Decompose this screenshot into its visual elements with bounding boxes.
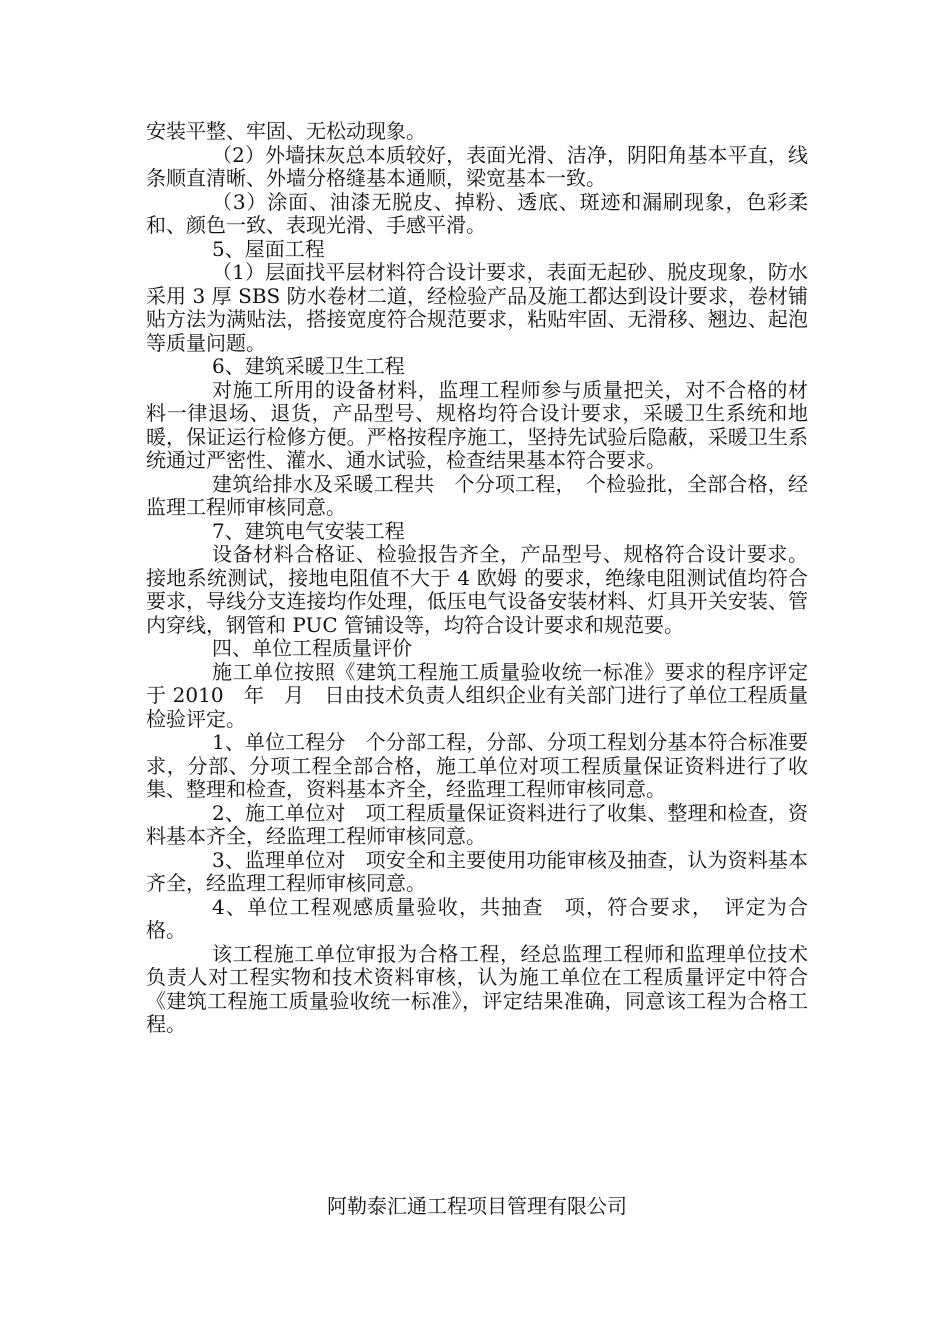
paragraph: 5、屋面工程 [212, 236, 325, 261]
paragraph: 施工单位按照《建筑工程施工质量验收统一标准》要求的程序评定于 2010 年 月 日由技术负责人组织企业有关部门进行了单位工程质量检验评定。 [146, 659, 808, 731]
paragraph: 3、监理单位对 项安全和主要使用功能审核及抽查，认为资料基本齐全，经监理工程师审核同意。 [146, 847, 808, 895]
paragraph: 7、建筑电气安装工程 [212, 518, 405, 543]
paragraph: 对施工所用的设备材料，监理工程师参与质量把关，对不合格的材料一律退场、退货，产品型号、规格均符合设计要求，采暖卫生系统和地暖，保证运行检修方便。严格按程序施工，坚持先试验后隐蔽，采暖卫生系统通过严密性、灌水、通水试验，检查结果基本符合要求。 [146, 377, 808, 472]
paragraph: （2）外墙抹灰总本质较好，表面光滑、洁净，阴阳角基本平直，线条顺直清晰、外墙分格缝基本通顺，梁宽基本一致。 [146, 142, 808, 190]
paragraph: （3）涂面、油漆无脱皮、掉粉、透底、斑迹和漏刷现象，色彩柔和、颜色一致、表现光滑、手感平滑。 [146, 189, 808, 237]
paragraph: 6、建筑采暖卫生工程 [212, 354, 405, 378]
paragraph: 4、单位工程观感质量验收，共抽查 项，符合要求， 评定为合格。 [146, 894, 808, 942]
paragraph: 2、施工单位对 项工程质量保证资料进行了收集、整理和检查，资料基本齐全，经监理工程师审核同意。 [146, 800, 808, 848]
paragraph: 该工程施工单位审报为合格工程，经总监理工程师和监理单位技术负责人对工程实物和技术资料审核，认为施工单位在工程质量评定中符合《建筑工程施工质量验收统一标准》，评定结果准确，同意该工程为合格工程。 [146, 941, 808, 1036]
paragraph: 建筑给排水及采暖工程共 个分项工程， 个检验批，全部合格，经监理工程师审核同意。 [146, 471, 808, 519]
paragraph: 安装平整、牢固、无松动现象。 [146, 119, 426, 143]
paragraph: （1）层面找平层材料符合设计要求，表面无起砂、脱皮现象，防水采用 3 厚 SBS 防水卷材二道，经检验产品及施工都达到设计要求，卷材铺贴方法为满贴法，搭接宽度符合规范要求，粘贴牢固、无滑移、翘边、起泡等质量问题。 [146, 260, 808, 355]
paragraph: 四、单位工程质量评价 [212, 636, 412, 660]
document-body [146, 120, 808, 1037]
paragraph: 1、单位工程分 个分部工程，分部、分项工程划分基本符合标准要求，分部、分项工程全部合格，施工单位对项工程质量保证资料进行了收集、整理和检查，资料基本齐全，经监理工程师审核同意。 [146, 730, 808, 801]
paragraph: 设备材料合格证、检验报告齐全，产品型号、规格符合设计要求。接地系统测试，接地电阻值不大于 4 欧姆 的要求，绝缘电阻测试值均符合要求，导线分支连接均作处理，低压电气设备安装材料、灯具开关安装、管内穿线，钢管和 PUC 管铺设等，均符合设计要求和规范要。 [146, 542, 808, 637]
company-signature: 阿勒泰汇通工程项目管理有限公司 [327, 1194, 627, 1218]
